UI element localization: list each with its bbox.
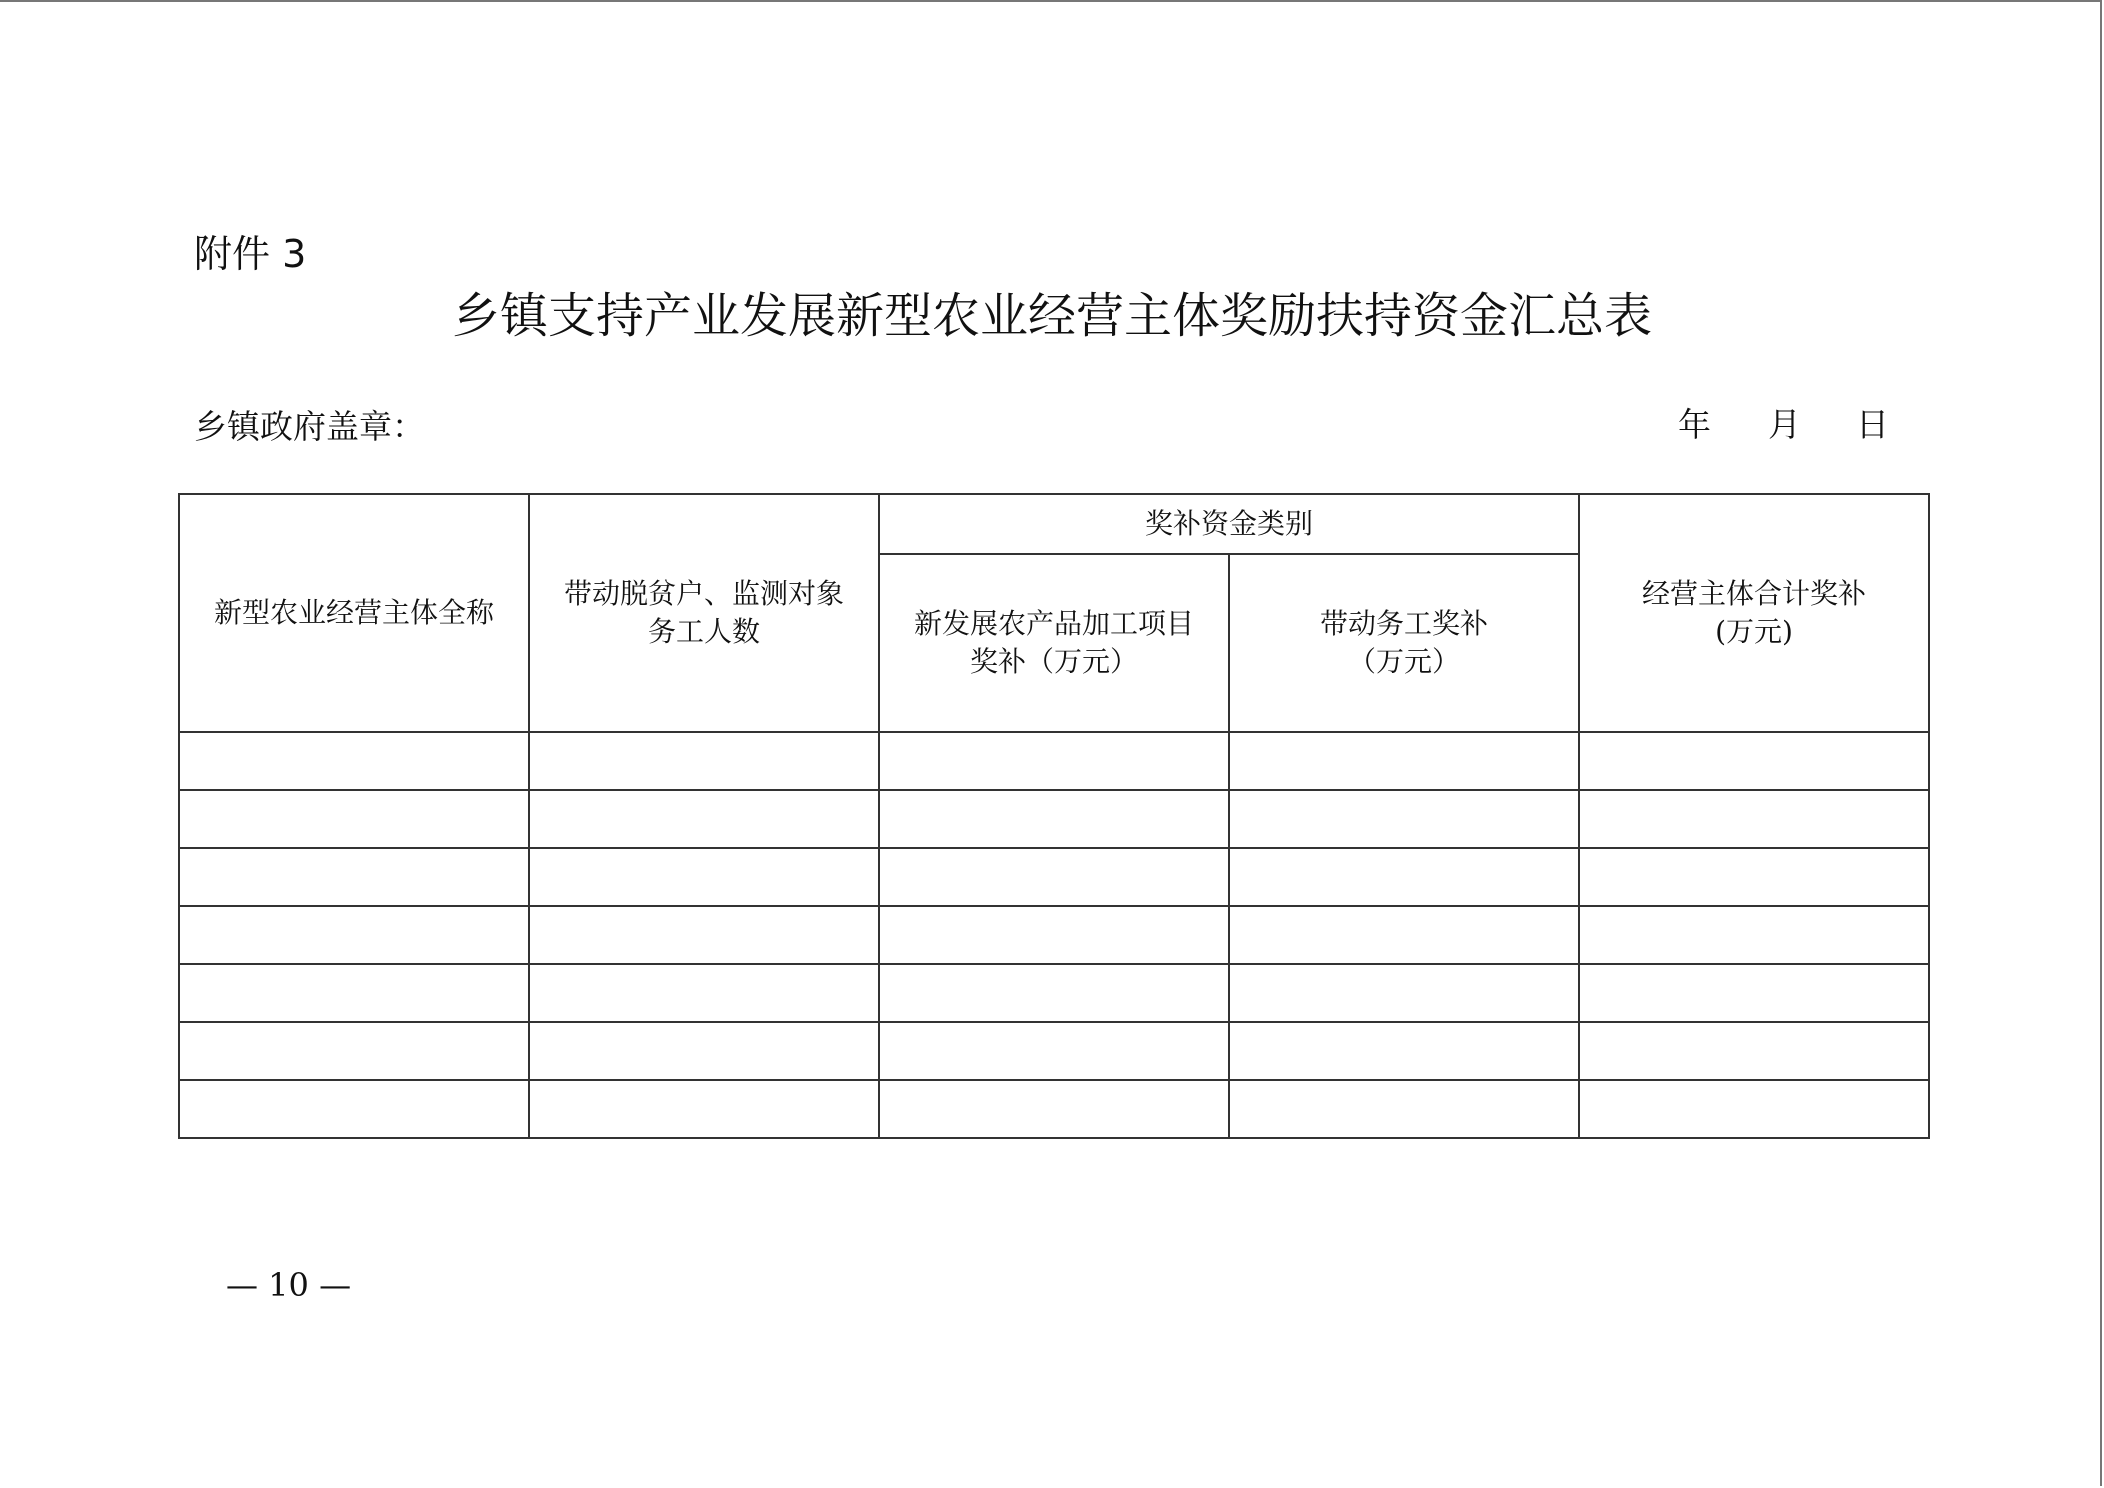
header-poverty-workers-line-1: 带动脱贫户、监测对象: [563, 577, 844, 610]
table-cell[interactable]: [1579, 964, 1929, 1022]
table-row: [179, 964, 1929, 1022]
table-cell[interactable]: [879, 906, 1229, 964]
table-cell[interactable]: [529, 732, 879, 790]
table-cell[interactable]: [879, 1022, 1229, 1080]
date-day-label: 日: [1856, 405, 1889, 444]
table-cell[interactable]: [179, 1080, 529, 1138]
table-cell[interactable]: [1229, 1022, 1579, 1080]
table-cell[interactable]: [1229, 848, 1579, 906]
table-cell[interactable]: [1579, 732, 1929, 790]
table-cell[interactable]: [1229, 790, 1579, 848]
header-fund-category: 奖补资金类别: [879, 494, 1579, 554]
table-cell[interactable]: [1579, 790, 1929, 848]
attachment-label: 附件 3: [194, 232, 307, 276]
table-row: [179, 1080, 1929, 1138]
date-line: [1662, 402, 1902, 448]
header-processing-award-line-2: 奖补（万元）: [969, 645, 1138, 678]
header-poverty-workers: [529, 494, 879, 732]
date-year-label: 年: [1678, 405, 1711, 444]
table-cell[interactable]: [179, 1022, 529, 1080]
table-cell[interactable]: [179, 964, 529, 1022]
header-total-award: [1579, 494, 1929, 732]
table-cell[interactable]: [1229, 732, 1579, 790]
header-poverty-workers-line-2: 务工人数: [647, 615, 760, 648]
table-cell[interactable]: [1579, 1022, 1929, 1080]
table-cell[interactable]: [529, 1022, 879, 1080]
table-cell[interactable]: [529, 906, 879, 964]
table-row: [179, 790, 1929, 848]
table-cell[interactable]: [1579, 848, 1929, 906]
table-cell[interactable]: [879, 790, 1229, 848]
header-employment-award-line-1: 带动务工奖补: [1320, 607, 1489, 640]
table-cell[interactable]: [879, 964, 1229, 1022]
date-month-label: 月: [1768, 405, 1801, 444]
table-cell[interactable]: [529, 848, 879, 906]
header-processing-award: [879, 554, 1229, 732]
header-employment-award: [1229, 554, 1579, 732]
table-cell[interactable]: [879, 1080, 1229, 1138]
table-cell[interactable]: [179, 848, 529, 906]
header-processing-award-line-1: 新发展农产品加工项目: [913, 607, 1194, 640]
table-row: [179, 1022, 1929, 1080]
table-cell[interactable]: [1579, 906, 1929, 964]
summary-table: [178, 493, 1930, 1139]
header-total-award-line-2: (万元): [1715, 615, 1793, 648]
table-cell[interactable]: [1229, 964, 1579, 1022]
table-cell[interactable]: [179, 906, 529, 964]
table-cell[interactable]: [1229, 906, 1579, 964]
table-cell[interactable]: [529, 1080, 879, 1138]
table-cell[interactable]: [1229, 1080, 1579, 1138]
seal-label: 乡镇政府盖章：: [194, 407, 425, 446]
header-entity-name: 新型农业经营主体全称: [179, 494, 529, 732]
table-cell[interactable]: [529, 790, 879, 848]
table-cell[interactable]: [879, 732, 1229, 790]
table-cell[interactable]: [1579, 1080, 1929, 1138]
table-row: [179, 848, 1929, 906]
table-cell[interactable]: [879, 848, 1229, 906]
table-row: [179, 732, 1929, 790]
table-cell[interactable]: [179, 790, 529, 848]
table-cell[interactable]: [529, 964, 879, 1022]
document-title-text: 乡镇支持产业发展新型农业经营主体奖励扶持资金汇总表: [451, 288, 1652, 344]
table-row: [179, 906, 1929, 964]
table-cell[interactable]: [179, 732, 529, 790]
document-title: [0, 284, 2104, 348]
header-employment-award-line-2: （万元）: [1348, 645, 1461, 678]
header-total-award-line-1: 经营主体合计奖补: [1642, 577, 1867, 610]
page-number: — 10 —: [226, 1266, 352, 1304]
